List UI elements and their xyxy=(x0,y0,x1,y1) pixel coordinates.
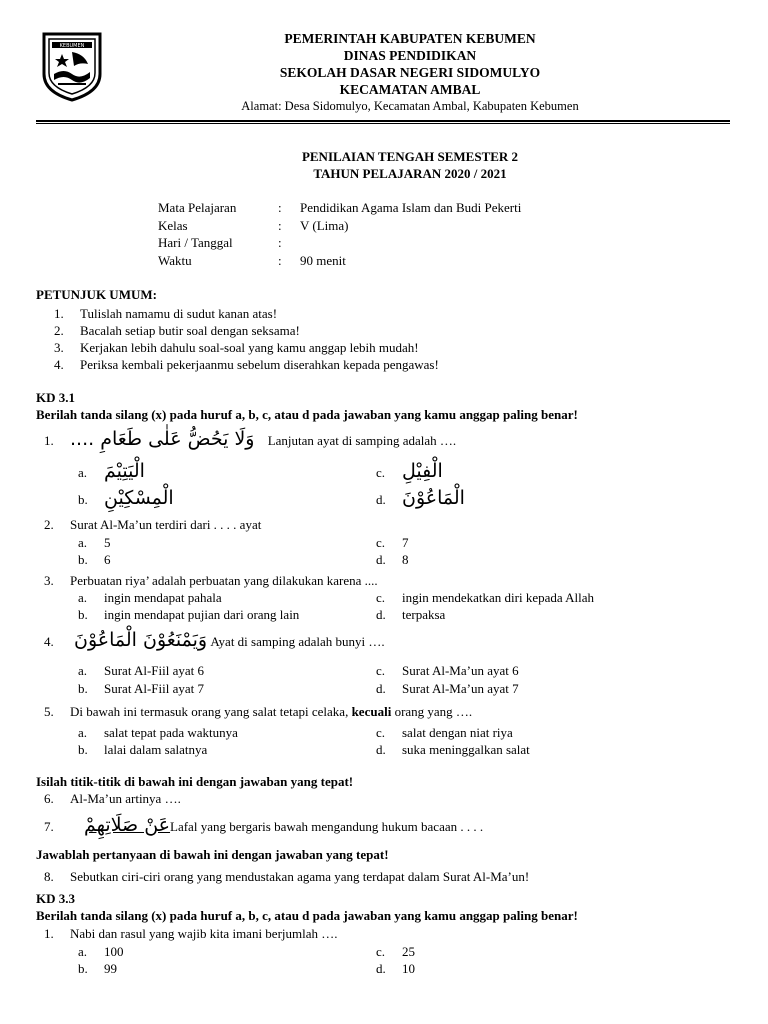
kd33-question-1: 1. Nabi dan rasul yang wajib kita imani berjumlah …. xyxy=(44,926,338,941)
q3-option-a: a. ingin mendapat pahala xyxy=(78,590,222,605)
question-1: 1. وَلَا يَحُضُّ عَلٰى طَعَامِ .... Lanjutan ayat di samping adalah …. xyxy=(44,428,457,450)
q3-option-b: b. ingin mendapat pujian dari orang lain xyxy=(78,607,300,622)
q2-option-d: d. 8 xyxy=(376,552,409,567)
meta-value: 90 menit xyxy=(300,252,346,268)
kd31-heading: KD 3.1 xyxy=(36,390,75,405)
meta-key: Waktu xyxy=(158,252,192,268)
q3-option-d: d. terpaksa xyxy=(376,607,446,622)
q2-option-b: b. 6 xyxy=(78,552,111,567)
meta-row xyxy=(158,252,521,270)
school-name: SEKOLAH DASAR NEGERI SIDOMULYO xyxy=(279,65,541,80)
q4-option-d: d. Surat Al-Ma’un ayat 7 xyxy=(376,681,519,696)
meta-colon: : xyxy=(278,217,282,233)
exam-title-line1: PENILAIAN TENGAH SEMESTER 2 xyxy=(301,149,519,164)
q5-option-a: a. salat tepat pada waktunya xyxy=(78,725,238,740)
q1-option-d: d. الْمَاعُوْنَ xyxy=(376,487,465,509)
question-2: 2. Surat Al-Ma’un terdiri dari . . . . ayat xyxy=(44,517,262,532)
meta-row xyxy=(158,217,521,235)
list-item: 4. Periksa kembali pekerjaanmu sebelum diserahkan kepada pengawas! xyxy=(54,357,439,372)
question-3: 3. Perbuatan riya’ adalah perbuatan yang dilakukan karena .... xyxy=(44,573,378,588)
question-7: 7. عَنْ صَلَاتِهِمْLafal yang bergaris bawah mengandung hukum bacaan . . . . xyxy=(44,814,484,836)
q5-option-b: b. lalai dalam salatnya xyxy=(78,742,208,757)
q5-option-c: c. salat dengan niat riya xyxy=(376,725,513,740)
meta-key: Hari / Tanggal xyxy=(158,235,233,250)
meta-key: Mata Pelajaran xyxy=(158,200,237,215)
q1-option-a: a. الْيَتِيْمَ xyxy=(78,460,145,482)
q4-option-a: a. Surat Al-Fiil ayat 6 xyxy=(78,663,205,678)
school-address: Alamat: Desa Sidomulyo, Kecamatan Ambal, Kabupaten Kebumen xyxy=(241,99,579,113)
q7-text: Lafal yang bergaris bawah mengandung hukum bacaan . . . . xyxy=(170,819,484,834)
q4-option-b: b. Surat Al-Fiil ayat 7 xyxy=(78,681,205,696)
q3-option-c: c. ingin mendekatkan diri kepada Allah xyxy=(376,590,595,605)
q4-text: Ayat di samping adalah bunyi …. xyxy=(210,634,385,649)
exam-title xyxy=(150,148,670,182)
petunjuk-heading: PETUNJUK UMUM: xyxy=(36,287,157,302)
letterhead xyxy=(150,30,670,115)
q2-option-a: a. 5 xyxy=(78,535,111,550)
gov-name: PEMERINTAH KABUPATEN KEBUMEN xyxy=(284,31,536,46)
kd33-q1-option-c: c. 25 xyxy=(376,944,415,959)
logo-lettering: KEBUMEN xyxy=(59,43,85,49)
meta-colon: : xyxy=(278,252,282,268)
uraian-heading: Jawablah pertanyaan di bawah ini dengan jawaban yang tepat! xyxy=(36,847,389,862)
list-item: 2. Bacalah setiap butir soal dengan seksama! xyxy=(54,323,300,338)
list-item: 3. Kerjakan lebih dahulu soal-soal yang kamu anggap lebih mudah! xyxy=(54,340,419,355)
question-5: 5. Di bawah ini termasuk orang yang salat tetapi celaka, kecuali orang yang …. xyxy=(44,704,473,719)
kd33-q1-option-b: b. 99 xyxy=(78,961,117,976)
meta-row xyxy=(158,199,521,217)
exam-title-line2: TAHUN PELAJARAN 2020 / 2021 xyxy=(313,166,507,181)
letterhead-divider xyxy=(36,120,730,124)
petunjuk-list xyxy=(54,305,439,373)
exam-meta xyxy=(158,199,521,269)
district-name: KECAMATAN AMBAL xyxy=(339,82,481,97)
q4-arabic: وَيَمْنَعُوْنَ الْمَاعُوْنَ xyxy=(74,629,208,651)
q1-arabic: وَلَا يَحُضُّ عَلٰى طَعَامِ .... xyxy=(70,428,255,450)
isian-heading: Isilah titik-titik di bawah ini dengan jawaban yang tepat! xyxy=(36,774,354,789)
kd33-instruction: Berilah tanda silang (x) pada huruf a, b, c, atau d pada jawaban yang kamu anggap paling benar! xyxy=(36,908,578,923)
meta-value: V (Lima) xyxy=(300,217,349,233)
q4-option-c: c. Surat Al-Ma’un ayat 6 xyxy=(376,663,519,678)
meta-colon: : xyxy=(278,200,282,215)
meta-row xyxy=(158,234,521,252)
meta-value: Pendidikan Agama Islam dan Budi Pekerti xyxy=(300,200,522,215)
question-6: 6. Al-Ma’un artinya …. xyxy=(44,791,181,806)
kd33-heading: KD 3.3 xyxy=(36,891,75,906)
q5-option-d: d. suka meninggalkan salat xyxy=(376,742,530,757)
kd31-instruction: Berilah tanda silang (x) pada huruf a, b, c, atau d pada jawaban yang kamu anggap paling benar! xyxy=(36,407,578,422)
question-4: 4. وَيَمْنَعُوْنَ الْمَاعُوْنَ Ayat di samping adalah bunyi …. xyxy=(44,629,385,651)
q2-option-c: c. 7 xyxy=(376,535,409,550)
q1-option-b: b. الْمِسْكِيْنِ xyxy=(78,487,174,509)
dept-name: DINAS PENDIDIKAN xyxy=(343,48,477,63)
kebumen-logo xyxy=(40,30,104,102)
q1-text: Lanjutan ayat di samping adalah …. xyxy=(267,433,457,448)
list-item: 1. Tulislah namamu di sudut kanan atas! xyxy=(54,306,278,321)
kd33-q1-option-a: a. 100 xyxy=(78,944,124,959)
meta-colon: : xyxy=(278,235,282,250)
q7-arabic: عَنْ صَلَاتِهِمْ xyxy=(84,814,171,836)
meta-key: Kelas xyxy=(158,217,188,233)
question-8: 8. Sebutkan ciri-ciri orang yang mendustakan agama yang terdapat dalam Surat Al-Ma’un! xyxy=(44,869,530,884)
kd33-q1-option-d: d. 10 xyxy=(376,961,415,976)
q1-option-c: c. الْفِيْلِ xyxy=(376,460,443,482)
